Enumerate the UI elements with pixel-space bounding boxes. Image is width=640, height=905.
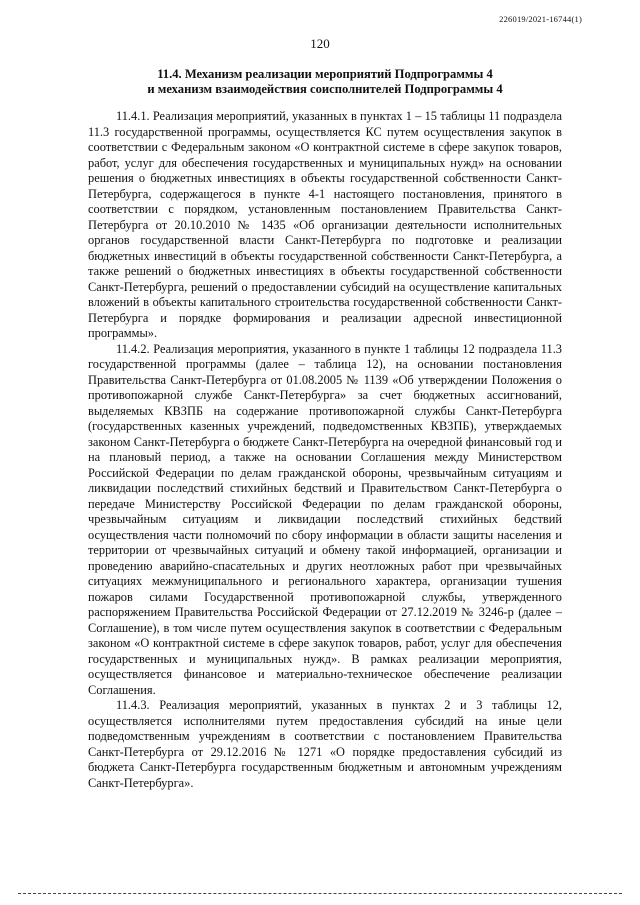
body-text: [88, 109, 562, 791]
scan-bottom-edge: [18, 893, 622, 894]
document-registration-number: 226019/2021-16744(1): [499, 14, 582, 24]
paragraph-11-4-3: 11.4.3. Реализация мероприятий, указанных в пунктах 2 и 3 таблицы 12, осуществляется исполнителями путем предоставления субсидий на иные цели подведомственным учреждениям в соответствии с постановлением Правительства Санкт-Петербурга от 29.12.2016 № 1271 «О порядке предоставления субсидий из бюджета Санкт-Петербурга государственным бюджетным и автономным учреждениям Санкт-Петербурга».: [88, 698, 562, 790]
paragraph-11-4-1: 11.4.1. Реализация мероприятий, указанных в пунктах 1 – 15 таблицы 11 подраздела 11.3 государственной программы, осуществляется КС путем осуществления закупок в соответствии с Федеральным законом «О контрактной системе в сфере закупок товаров, работ, услуг для обеспечения государственных и муниципальных нужд» на основании решения о бюджетных инвестициях в объекты государственной собственности Санкт-Петербурга, содержащегося в пункте 4-1 настоящего постановления, принятого в соответствии с порядком, установленным постановлением Правительства Санкт-Петербурга от 20.10.2010 № 1435 «Об организации деятельности исполнительных органов государственной власти Санкт-Петербурга по подготовке и реализации бюджетных инвестиций в объекты государственной собственности Санкт-Петербурга, а также решений о бюджетных инвестициях в объекты государственной собственности Санкт-Петербурга, решений о предоставлении субсидий на осуществление капитальных вложений в объекты капитального строительства государственной собственности Санкт-Петербурга и порядке формирования и реализации адресной инвестиционной программы».: [88, 109, 562, 340]
page-number: 120: [310, 36, 330, 51]
section-heading: [88, 67, 562, 97]
paragraph-11-4-2: 11.4.2. Реализация мероприятия, указанного в пункте 1 таблицы 12 подраздела 11.3 государственной программы (далее – таблица 12), на основании постановления Правительства Санкт-Петербурга от 01.08.2005 № 1139 «Об утверждении Положения о противопожарной службе Санкт-Петербурга» за счет бюджетных ассигнований, выделяемых КВЗПБ на содержание противопожарной службы Санкт-Петербурга (государственных казенных учреждений, подведомственных КВЗПБ), утверждаемых законом Санкт-Петербурга о бюджете Санкт-Петербурга на очередной финансовый год и на плановый период, а также на основании Соглашения между Министерством Российской Федерации по делам гражданской обороны, чрезвычайным ситуациям и ликвидации последствий стихийных бедствий и Правительством Санкт-Петербурга о передаче Министерству Российской Федерации по делам гражданской обороны, чрезвычайным ситуациям и ликвидации последствий стихийных бедствий осуществления части полномочий по сбору информации в области защиты населения и территории от чрезвычайных ситуаций и обмену такой информацией, организации и проведению аварийно-спасательных и других неотложных работ при чрезвычайных ситуациях межмуниципального и регионального характера, организации тушения пожаров силами Государственной противопожарной службы, утвержденного распоряжением Правительства Российской Федерации от 27.12.2019 № 3246-р (далее – Соглашение), в том числе путем осуществления закупок в соответствии с Федеральным законом «О контрактной системе в сфере закупок товаров, работ, услуг для обеспечения государственных и муниципальных нужд». В рамках реализации мероприятия, осуществляется финансовое и материально-техническое обеспечение реализации Соглашения.: [88, 341, 562, 697]
section-heading-line-1: 11.4. Механизм реализации мероприятий Подпрограммы 4: [157, 67, 493, 81]
section-heading-line-2: и механизм взаимодействия соисполнителей Подпрограммы 4: [147, 82, 503, 96]
